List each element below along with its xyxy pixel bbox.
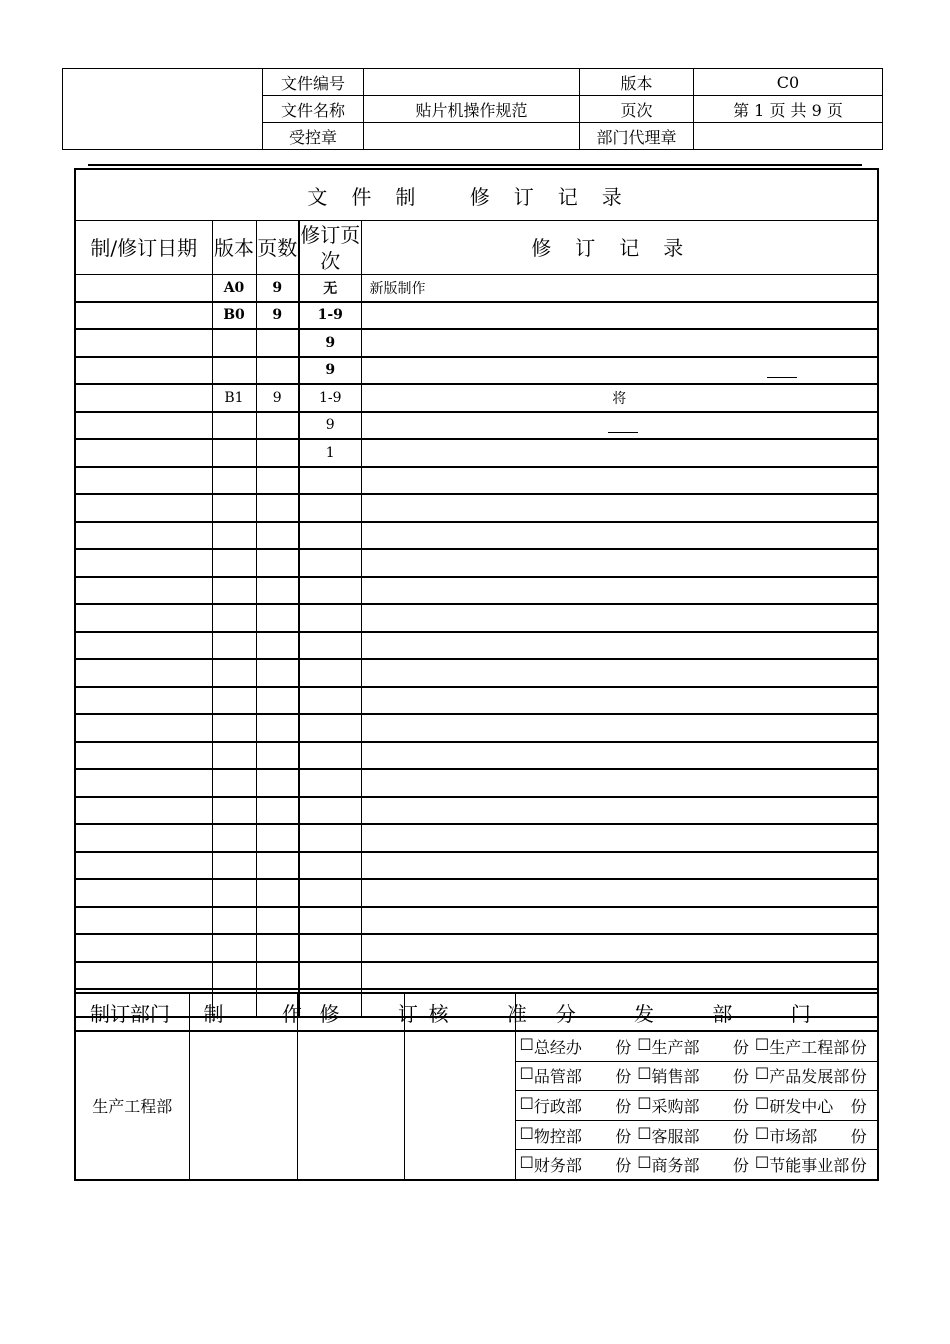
row-pages-cell: 9 — [256, 275, 299, 302]
row-record-cell — [361, 494, 878, 522]
table-row — [75, 275, 878, 302]
row-pages-cell — [256, 494, 299, 522]
checkbox-icon[interactable]: ☐ — [519, 1123, 534, 1143]
checkbox-icon[interactable]: ☐ — [754, 1034, 770, 1054]
page-value: 第 1 页 共 9 页 — [694, 96, 883, 123]
row-rev-pages-cell — [299, 962, 361, 990]
row-record-cell — [361, 962, 878, 990]
row-record-cell — [361, 742, 878, 770]
row-date-cell — [75, 742, 212, 770]
approve-header: 核 准 — [404, 993, 515, 1031]
row-rev-pages-cell — [299, 659, 361, 687]
row-date-cell — [75, 577, 212, 605]
row-pages-cell — [256, 604, 299, 632]
row-pages-cell — [256, 714, 299, 742]
checkbox-icon[interactable]: ☐ — [637, 1123, 652, 1143]
row-date-cell — [75, 769, 212, 797]
row-record-cell — [361, 549, 878, 577]
copy-unit: 份 — [850, 1126, 867, 1146]
dept-name: 节能事业部 — [769, 1156, 850, 1176]
col-record-header: 修订记录 — [361, 221, 878, 275]
row-rev-pages-cell: 1 — [299, 439, 361, 467]
row-rev-pages-cell — [299, 824, 361, 852]
revise-header: 修 订 — [297, 993, 404, 1031]
distribution-item[interactable] — [637, 1064, 755, 1087]
table-row — [75, 742, 878, 770]
checkbox-icon[interactable]: ☐ — [754, 1093, 770, 1113]
logo-area — [63, 69, 263, 150]
row-version-cell — [212, 934, 256, 962]
row-date-cell — [75, 384, 212, 412]
col-pages-header: 页数 — [256, 221, 299, 275]
copy-unit: 份 — [850, 1156, 867, 1176]
table-row — [75, 494, 878, 522]
blank-underline — [767, 377, 797, 378]
col-version-header: 版本 — [212, 221, 256, 275]
table-row — [75, 687, 878, 715]
file-name-value: 贴片机操作规范 — [364, 96, 580, 123]
distribution-item[interactable] — [755, 1035, 873, 1058]
table-row — [75, 329, 878, 357]
col-date-header: 制/修订日期 — [75, 221, 212, 275]
copy-unit: 份 — [615, 1156, 632, 1176]
copy-unit: 份 — [615, 1037, 632, 1057]
row-rev-pages-cell — [299, 687, 361, 715]
row-record-cell — [361, 522, 878, 550]
col-rev-pages-header: 修订页次 — [300, 222, 361, 273]
row-date-cell — [75, 522, 212, 550]
copy-unit: 份 — [732, 1067, 749, 1087]
table-row — [75, 907, 878, 935]
approval-distribution-table — [74, 992, 879, 1181]
checkbox-icon[interactable]: ☐ — [637, 1064, 652, 1084]
checkbox-icon[interactable]: ☐ — [519, 1034, 534, 1054]
checkbox-icon[interactable]: ☐ — [637, 1153, 652, 1173]
row-pages-cell — [256, 632, 299, 660]
dept-value-cell: 生产工程部 — [75, 1031, 189, 1180]
row-rev-pages-cell: 9 — [299, 329, 361, 357]
row-record-cell — [361, 357, 878, 385]
row-date-cell — [75, 632, 212, 660]
version-value: C0 — [694, 69, 883, 96]
dept-name: 总经办 — [533, 1037, 582, 1057]
row-date-cell — [75, 659, 212, 687]
row-record-cell — [361, 852, 878, 880]
row-pages-cell — [256, 962, 299, 990]
row-date-cell — [75, 907, 212, 935]
distribution-cell — [515, 1091, 878, 1121]
copy-unit: 份 — [615, 1067, 632, 1087]
dept-name: 品管部 — [533, 1067, 582, 1087]
row-version-cell — [212, 604, 256, 632]
row-date-cell — [75, 357, 212, 385]
distribution-item[interactable] — [520, 1153, 638, 1176]
row-pages-cell — [256, 522, 299, 550]
row-version-cell — [212, 714, 256, 742]
row-date-cell — [75, 439, 212, 467]
row-version-cell: A0 — [212, 275, 256, 302]
row-pages-cell — [256, 549, 299, 577]
row-date-cell — [75, 852, 212, 880]
row-rev-pages-cell: 9 — [299, 412, 361, 440]
table-row — [75, 577, 878, 605]
row-pages-cell — [256, 329, 299, 357]
dept-stamp-label: 部门代理章 — [580, 123, 694, 150]
table-row — [75, 632, 878, 660]
row-date-cell — [75, 329, 212, 357]
make-sign-cell — [189, 1031, 297, 1180]
table-row — [75, 467, 878, 495]
row-version-cell — [212, 687, 256, 715]
row-record-cell — [361, 577, 878, 605]
row-pages-cell — [256, 852, 299, 880]
row-date-cell — [75, 604, 212, 632]
dept-stamp-value — [694, 123, 883, 150]
revision-record-table — [74, 168, 879, 1018]
row-record-cell — [361, 934, 878, 962]
row-record-cell — [361, 302, 878, 330]
row-record-cell — [361, 824, 878, 852]
row-date-cell — [75, 494, 212, 522]
row-pages-cell — [256, 824, 299, 852]
table-row — [75, 357, 878, 385]
row-record-cell — [361, 467, 878, 495]
row-version-cell — [212, 522, 256, 550]
row-version-cell — [212, 412, 256, 440]
distribution-item[interactable] — [637, 1124, 755, 1147]
table-row — [75, 604, 878, 632]
distribution-cell — [515, 1120, 878, 1150]
row-pages-cell — [256, 412, 299, 440]
row-date-cell — [75, 714, 212, 742]
row-record-cell: 新版制作 — [361, 275, 878, 302]
controlled-stamp-label: 受控章 — [263, 123, 364, 150]
distribution-cell — [515, 1031, 878, 1061]
dept-name: 行政部 — [533, 1096, 582, 1116]
row-rev-pages-cell: 1-9 — [299, 302, 361, 330]
distribution-row — [75, 1031, 878, 1061]
table-row — [75, 412, 878, 440]
controlled-stamp-value — [364, 123, 580, 150]
table-row — [75, 934, 878, 962]
checkbox-icon[interactable]: ☐ — [637, 1034, 652, 1054]
row-date-cell — [75, 797, 212, 825]
row-version-cell — [212, 577, 256, 605]
row-record-cell — [361, 907, 878, 935]
row-version-cell — [212, 632, 256, 660]
dept-name: 客服部 — [651, 1126, 700, 1146]
copy-unit: 份 — [615, 1126, 632, 1146]
row-record-cell — [361, 797, 878, 825]
row-record-cell — [361, 329, 878, 357]
row-pages-cell — [256, 907, 299, 935]
row-date-cell — [75, 302, 212, 330]
row-date-cell — [75, 467, 212, 495]
row-pages-cell — [256, 577, 299, 605]
row-rev-pages-cell: 1-9 — [299, 384, 361, 412]
dept-name: 研发中心 — [769, 1096, 834, 1116]
dept-name: 采购部 — [651, 1096, 700, 1116]
row-pages-cell — [256, 439, 299, 467]
copy-unit: 份 — [850, 1037, 867, 1057]
dept-header: 制订部门 — [75, 993, 189, 1031]
row-rev-pages-cell — [299, 934, 361, 962]
distribution-item[interactable] — [637, 1035, 755, 1058]
table-row — [75, 439, 878, 467]
row-pages-cell — [256, 934, 299, 962]
row-record-cell: 将 — [361, 384, 878, 412]
row-rev-pages-cell: 9 — [299, 357, 361, 385]
table-row — [75, 962, 878, 990]
dept-name: 财务部 — [533, 1156, 582, 1176]
row-pages-cell — [256, 357, 299, 385]
distribution-item[interactable] — [637, 1094, 755, 1117]
revision-title: 文件制 修订记录 — [75, 169, 878, 221]
row-pages-cell — [256, 467, 299, 495]
row-date-cell — [75, 879, 212, 907]
row-rev-pages-cell — [299, 769, 361, 797]
row-version-cell — [212, 494, 256, 522]
row-version-cell: B1 — [212, 384, 256, 412]
distribution-item[interactable] — [520, 1064, 638, 1087]
row-pages-cell — [256, 797, 299, 825]
distribution-item[interactable] — [520, 1035, 638, 1058]
checkbox-icon[interactable]: ☐ — [637, 1093, 652, 1113]
row-rev-pages-cell — [299, 852, 361, 880]
header-divider — [88, 164, 862, 166]
dept-name: 物控部 — [533, 1126, 582, 1146]
table-row — [75, 852, 878, 880]
row-version-cell: B0 — [212, 302, 256, 330]
distribution-cell — [515, 1061, 878, 1091]
row-date-cell — [75, 412, 212, 440]
copy-unit: 份 — [850, 1096, 867, 1116]
revise-sign-cell — [297, 1031, 404, 1180]
checkbox-icon[interactable]: ☐ — [754, 1064, 770, 1084]
dept-name: 销售部 — [651, 1067, 700, 1087]
row-rev-pages-cell — [299, 632, 361, 660]
table-row — [75, 659, 878, 687]
distribution-item[interactable] — [520, 1094, 638, 1117]
row-record-cell — [361, 714, 878, 742]
table-row — [75, 879, 878, 907]
row-version-cell — [212, 907, 256, 935]
copy-unit: 份 — [732, 1156, 749, 1176]
checkbox-icon[interactable]: ☐ — [519, 1064, 534, 1084]
row-version-cell — [212, 467, 256, 495]
dept-name: 生产部 — [651, 1037, 700, 1057]
distribution-cell — [515, 1150, 878, 1180]
file-no-value — [364, 69, 580, 96]
row-pages-cell — [256, 879, 299, 907]
blank-underline — [608, 432, 638, 433]
row-version-cell — [212, 879, 256, 907]
row-pages-cell: 9 — [256, 302, 299, 330]
row-pages-cell — [256, 742, 299, 770]
row-pages-cell — [256, 687, 299, 715]
row-version-cell — [212, 824, 256, 852]
row-version-cell — [212, 962, 256, 990]
row-record-cell — [361, 439, 878, 467]
file-no-label: 文件编号 — [263, 69, 364, 96]
checkbox-icon[interactable]: ☐ — [519, 1093, 534, 1113]
row-version-cell — [212, 357, 256, 385]
row-date-cell — [75, 549, 212, 577]
table-row — [75, 522, 878, 550]
copy-unit: 份 — [850, 1067, 867, 1087]
row-version-cell — [212, 659, 256, 687]
row-version-cell — [212, 439, 256, 467]
row-rev-pages-cell — [299, 879, 361, 907]
row-rev-pages-cell — [299, 742, 361, 770]
row-rev-pages-cell — [299, 494, 361, 522]
file-name-label: 文件名称 — [263, 96, 364, 123]
dept-name: 市场部 — [769, 1126, 818, 1146]
row-pages-cell — [256, 659, 299, 687]
row-record-cell — [361, 632, 878, 660]
copy-unit: 份 — [732, 1126, 749, 1146]
approve-sign-cell — [404, 1031, 515, 1180]
document-header — [62, 68, 883, 150]
row-date-cell — [75, 824, 212, 852]
row-record-cell — [361, 604, 878, 632]
row-rev-pages-cell — [299, 577, 361, 605]
row-version-cell — [212, 769, 256, 797]
copy-unit: 份 — [732, 1037, 749, 1057]
row-record-cell — [361, 659, 878, 687]
table-row — [75, 769, 878, 797]
row-date-cell — [75, 962, 212, 990]
row-record-cell — [361, 769, 878, 797]
distribution-item[interactable] — [520, 1124, 638, 1147]
row-rev-pages-cell — [299, 604, 361, 632]
row-rev-pages-cell — [299, 549, 361, 577]
row-rev-pages-cell — [299, 714, 361, 742]
table-row — [75, 714, 878, 742]
distribution-item[interactable] — [755, 1094, 873, 1117]
row-pages-cell: 9 — [256, 384, 299, 412]
row-version-cell — [212, 742, 256, 770]
row-date-cell — [75, 687, 212, 715]
table-row — [75, 302, 878, 330]
row-version-cell — [212, 852, 256, 880]
row-record-cell — [361, 687, 878, 715]
table-row — [75, 824, 878, 852]
dept-name: 产品发展部 — [769, 1067, 850, 1087]
row-rev-pages-cell: 无 — [299, 275, 361, 302]
distribution-header: 分 发 部 门 — [515, 993, 878, 1031]
row-version-cell — [212, 797, 256, 825]
row-version-cell — [212, 549, 256, 577]
checkbox-icon[interactable]: ☐ — [754, 1123, 770, 1143]
table-row — [75, 384, 878, 412]
row-version-cell — [212, 329, 256, 357]
checkbox-icon[interactable]: ☐ — [754, 1153, 770, 1173]
version-label: 版本 — [580, 69, 694, 96]
row-date-cell — [75, 934, 212, 962]
dept-name: 商务部 — [651, 1156, 700, 1176]
dept-name: 生产工程部 — [769, 1037, 850, 1057]
table-row — [75, 549, 878, 577]
row-rev-pages-cell — [299, 467, 361, 495]
row-date-cell — [75, 275, 212, 302]
row-record-cell — [361, 412, 878, 440]
distribution-item[interactable] — [637, 1153, 755, 1176]
make-header: 制 作 — [189, 993, 297, 1031]
row-rev-pages-cell — [299, 522, 361, 550]
row-rev-pages-cell — [299, 907, 361, 935]
copy-unit: 份 — [732, 1096, 749, 1116]
distribution-item[interactable] — [755, 1153, 873, 1176]
page-label: 页次 — [580, 96, 694, 123]
row-pages-cell — [256, 769, 299, 797]
row-rev-pages-cell — [299, 797, 361, 825]
distribution-item[interactable] — [755, 1124, 873, 1147]
checkbox-icon[interactable]: ☐ — [519, 1153, 534, 1173]
copy-unit: 份 — [615, 1096, 632, 1116]
row-record-cell — [361, 879, 878, 907]
table-row — [75, 797, 878, 825]
distribution-item[interactable] — [755, 1064, 873, 1087]
